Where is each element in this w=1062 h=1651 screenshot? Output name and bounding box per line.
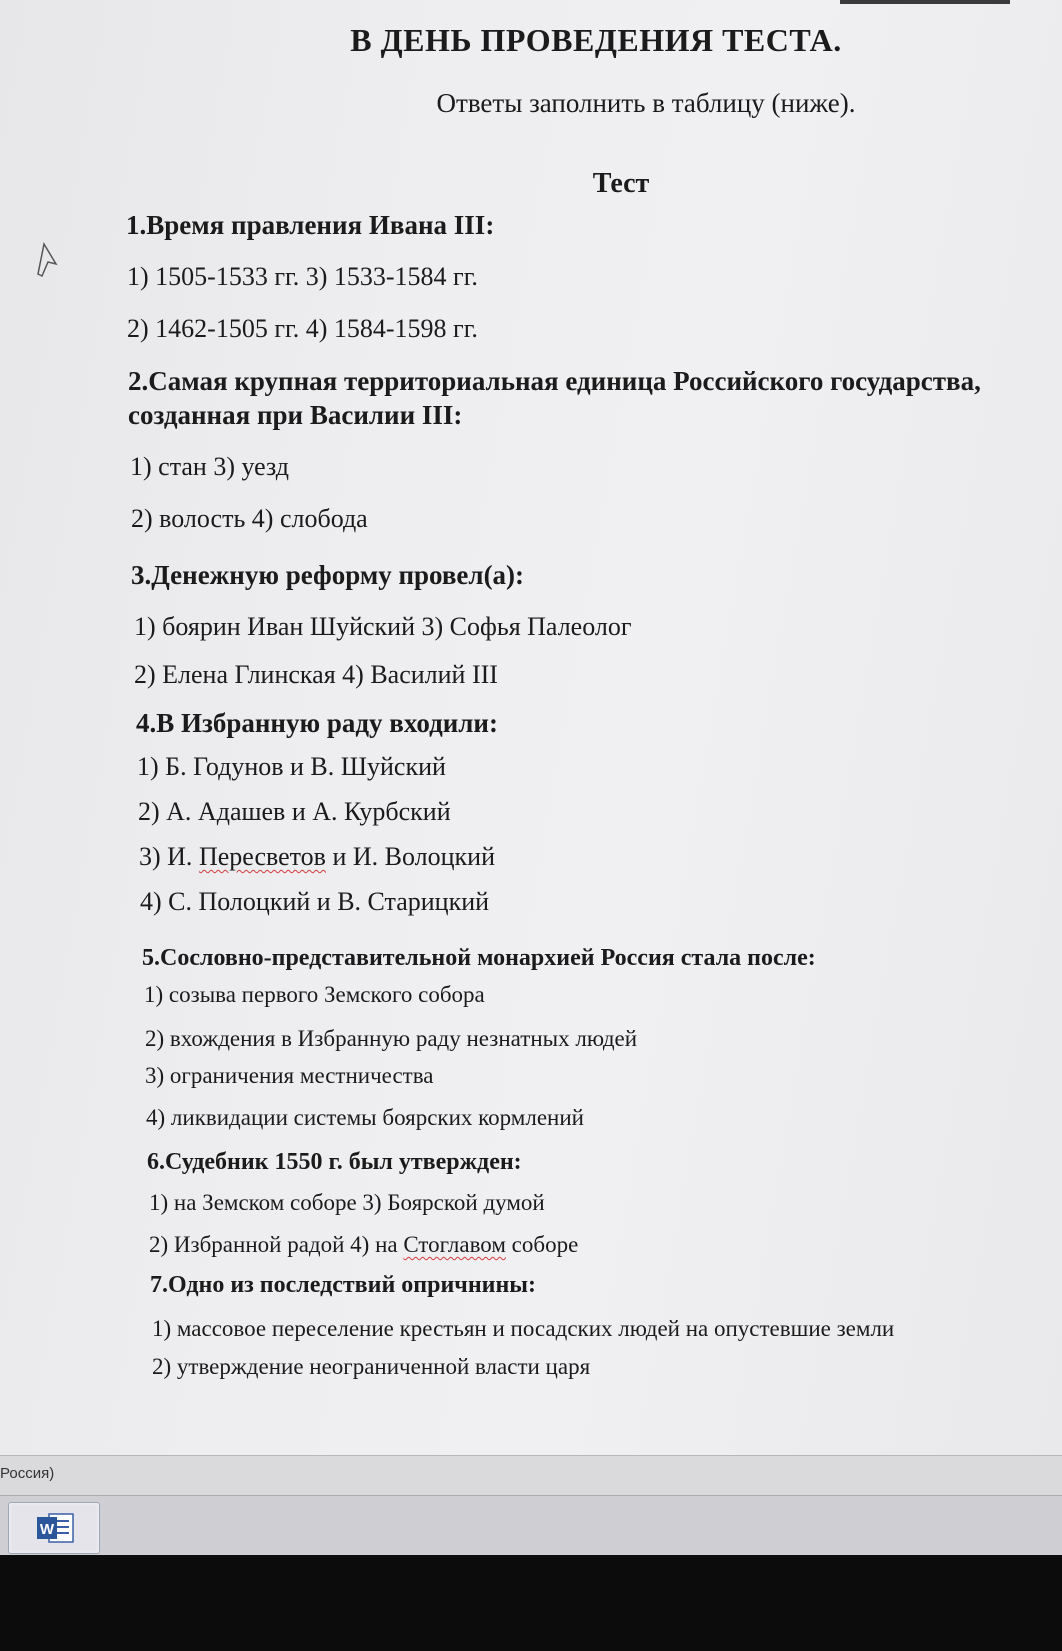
question-5: 5.Сословно-представительной монархией Россия стала после: [142,945,816,971]
question-4-answer-3-part-1: 3) И. [139,842,193,871]
monitor-bezel [0,1555,1062,1651]
question-4-answer-3 [139,842,495,872]
document-subtitle: Ответы заполнить в таблицу (ниже). [436,88,856,118]
question-2-answer-row-1: 1) стан 3) уезд [130,452,290,481]
question-5-answer-2: 2) вхождения в Избранную раду незнатных людей [145,1026,638,1051]
word-icon-letter: W [39,1521,55,1538]
question-3-answer-row-2: 2) Елена Глинская 4) Василий III [134,660,498,689]
question-1-answer-row-2: 2) 1462-1505 гг. 4) 1584-1598 гг. [127,314,478,343]
question-1-answer-row-1: 1) 1505-1533 гг. 3) 1533-1584 гг. [127,262,478,291]
question-4-answer-1: 1) Б. Годунов и В. Шуйский [137,752,446,781]
question-1: 1.Время правления Ивана III: [126,210,495,240]
question-2: 2.Самая крупная территориальная единица Российского государства, [128,366,981,396]
top-underline [840,0,1010,4]
question-6-answer-row-2-part-2: соборе [511,1232,579,1257]
question-4-answer-2: 2) А. Адашев и А. Курбский [138,797,451,826]
test-heading: Тест [592,168,650,199]
mouse-pointer-icon [34,240,60,280]
question-6-answer-row-2-part-1: 2) Избранной радой 4) на [149,1232,398,1257]
windows-taskbar [0,1495,1062,1556]
question-6-answer-row-2 [149,1230,578,1260]
question-7-answer-2: 2) утверждение неограниченной власти царя [152,1354,591,1379]
question-5-answer-3: 3) ограничения местничества [145,1063,434,1088]
question-6: 6.Судебник 1550 г. был утвержден: [147,1149,522,1175]
microsoft-word-icon [35,1511,75,1545]
question-2-answer-row-2: 2) волость 4) слобода [131,504,368,533]
question-4: 4.В Избранную раду входили: [136,708,498,738]
question-2-line-2: созданная при Василии III: [128,400,463,430]
taskbar-word-button[interactable] [8,1502,100,1554]
question-7-answer-1: 1) массовое переселение крестьян и посадских людей на опустевшие земли [152,1316,895,1341]
question-4-answer-3-part-2: и И. Волоцкий [332,842,495,871]
word-status-bar [0,1455,1062,1496]
question-4-answer-4: 4) С. Полоцкий и В. Старицкий [140,887,490,916]
spellcheck-word[interactable]: Стоглавом [403,1232,506,1257]
question-6-answer-row-1: 1) на Земском соборе 3) Боярской думой [149,1190,545,1215]
question-5-answer-4: 4) ликвидации системы боярских кормлений [146,1105,584,1130]
spellcheck-word[interactable]: Пересветов [198,842,326,871]
language-indicator[interactable]: Россия) [0,1465,55,1482]
question-3-answer-row-1: 1) боярин Иван Шуйский 3) Софья Палеолог [134,612,632,641]
question-5-answer-1: 1) созыва первого Земского собора [144,982,485,1007]
question-3: 3.Денежную реформу провел(а): [131,560,525,590]
document-title: В ДЕНЬ ПРОВЕДЕНИЯ ТЕСТА. [350,22,842,58]
question-7: 7.Одно из последствий опричнины: [150,1272,537,1298]
